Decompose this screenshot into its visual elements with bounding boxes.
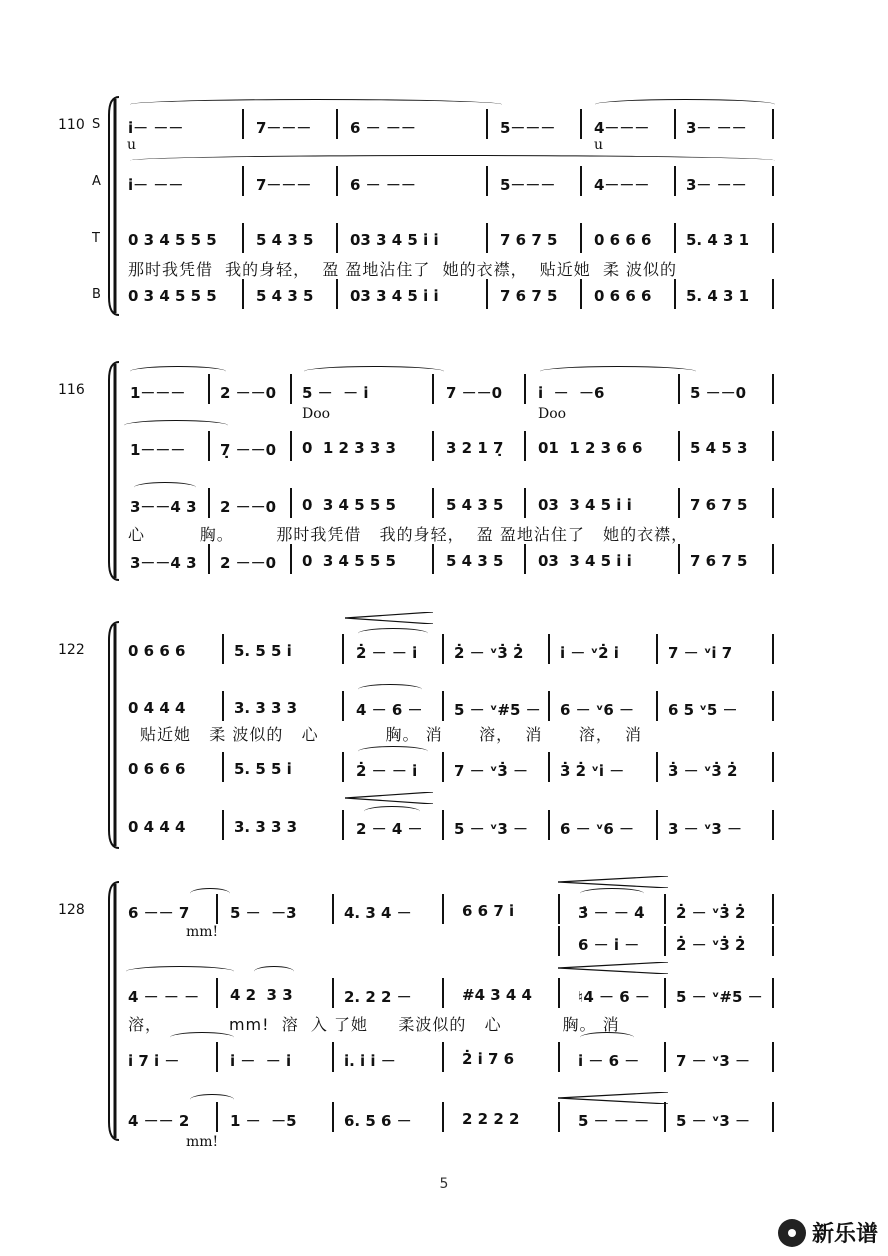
slur (580, 1032, 634, 1043)
staff-row-divisi (124, 934, 776, 960)
barline (664, 978, 666, 1008)
barline (558, 1042, 560, 1072)
barline (216, 1102, 218, 1132)
barline (486, 279, 488, 309)
measure: 5 4 5 3 (690, 439, 748, 457)
measure: 03 3 4 5 i̇ i̇ (350, 231, 439, 249)
staff-row-3 (124, 760, 776, 786)
measure: 0 3 4 5 5 5 (302, 496, 396, 514)
measure: #4 3 4 4 (462, 986, 532, 1004)
measure: 2 － 4 － (356, 820, 423, 838)
system-brace (107, 95, 121, 317)
barline (548, 691, 550, 721)
measure: 5 － － － (578, 1112, 650, 1130)
sub-text: Doo (538, 406, 567, 422)
measure: 5 4 3 5 (446, 552, 504, 570)
barline (216, 1042, 218, 1072)
barline (342, 634, 344, 664)
barline (548, 810, 550, 840)
measure: 7 6 7 5 (690, 552, 748, 570)
barline (432, 431, 434, 461)
measure: 0 6 6 6 (594, 287, 652, 305)
slur (304, 366, 444, 377)
barline (548, 634, 550, 664)
slur (190, 1094, 234, 1105)
lyric-line: 贴近她 柔 波似的 心 胸。 消 溶， 消 溶， 消 (140, 725, 643, 744)
measure: 3̇ － － 4̇ (578, 904, 645, 922)
measure: 3. 3 3 3 (234, 818, 298, 836)
barline (486, 166, 488, 196)
staff-row-3 (124, 496, 776, 522)
barline (772, 978, 774, 1008)
measure: 5 － ᵛ3 － (454, 820, 529, 838)
barline (208, 488, 210, 518)
barline (442, 752, 444, 782)
barline (656, 752, 658, 782)
barline (558, 894, 560, 924)
barline (678, 488, 680, 518)
barline (772, 374, 774, 404)
staff-row-b (124, 287, 776, 313)
measure: 6 － ᵛ6 － (560, 820, 635, 838)
slur (130, 99, 502, 110)
barline (442, 978, 444, 1008)
measure: i̇. i̇ i̇ － (344, 1052, 396, 1070)
barline (772, 810, 774, 840)
barline (580, 279, 582, 309)
barline (442, 634, 444, 664)
barline (290, 544, 292, 574)
barline (524, 544, 526, 574)
barline (336, 223, 338, 253)
barline (674, 166, 676, 196)
barline (580, 223, 582, 253)
measure: 2̇ － ᵛ3̇ 2̇ (676, 936, 746, 954)
system-brace (107, 880, 121, 1142)
measure: 7－－－ (256, 119, 312, 137)
crescendo-hairpin (558, 962, 668, 974)
barline (432, 374, 434, 404)
measure: 03 3 4 5 i̇ i̇ (538, 552, 632, 570)
barline (290, 488, 292, 518)
barline (342, 810, 344, 840)
measure: 2 －－0 (220, 498, 277, 516)
measure: 7 － ᵛ3̇ － (454, 762, 529, 780)
staff-row-2 (124, 439, 776, 465)
barline (772, 752, 774, 782)
staff-row-s (124, 117, 776, 153)
measure: 01 1 2 3 6 6 (538, 439, 643, 457)
barline (432, 488, 434, 518)
barline (332, 894, 334, 924)
measure: 7 － ᵛi̇ 7 (668, 644, 733, 662)
measure: 0 3 4 5 5 5 (302, 552, 396, 570)
measure: i̇－ －－ (128, 176, 184, 194)
barline (242, 223, 244, 253)
measure: 3 － ᵛ3 － (668, 820, 743, 838)
measure: i̇ － 6 － (578, 1052, 640, 1070)
measure: 5. 4 3 1 (686, 231, 750, 249)
crescendo-hairpin (345, 792, 433, 804)
system-brace (107, 620, 121, 850)
measure: 4－－－ (594, 176, 650, 194)
barline (242, 166, 244, 196)
barline (332, 978, 334, 1008)
barline (656, 810, 658, 840)
barline (222, 634, 224, 664)
barline (290, 374, 292, 404)
barline (216, 894, 218, 924)
barline (442, 691, 444, 721)
barline (486, 223, 488, 253)
staff-row-3 (124, 1050, 776, 1076)
slur (126, 966, 234, 977)
measure: 3 2 1 7̣ (446, 439, 504, 457)
measure: 5 － ᵛ#5 － (676, 988, 763, 1006)
barline (208, 374, 210, 404)
measure: 4－－－ (594, 119, 650, 137)
barline (336, 279, 338, 309)
measure: 6 5 ᵛ5 － (668, 701, 738, 719)
measure: 3－ －－ (686, 176, 747, 194)
barline (664, 1042, 666, 1072)
measure: 2 －－0 (220, 384, 277, 402)
barline (678, 431, 680, 461)
measure: 2̇ － － i̇ (356, 762, 418, 780)
measure: 7̣ －－0 (220, 441, 277, 459)
voice-label-s: S (92, 117, 101, 132)
barline (772, 1102, 774, 1132)
barline (772, 544, 774, 574)
barline (332, 1102, 334, 1132)
lyric-line: 溶， mm! 溶 入 了她 柔波似的 心 胸。 消 (128, 1015, 620, 1034)
voice-label-a: A (92, 174, 101, 189)
barline (772, 894, 774, 924)
barline (442, 1042, 444, 1072)
measure: 6 6 7 i̇ (462, 902, 515, 920)
watermark-logo (778, 1217, 878, 1248)
measure: 2. 2 2 － (344, 988, 412, 1006)
barline (442, 894, 444, 924)
barline (664, 894, 666, 924)
measure: i̇ － －6 (538, 384, 605, 402)
measure: 4 － － － (128, 988, 200, 1006)
measure: 4 － 6 － (356, 701, 423, 719)
measure: 6 － ᵛ6 － (560, 701, 635, 719)
measure: 7 －－0 (446, 384, 503, 402)
staff-row-4 (124, 818, 776, 844)
slur (358, 746, 428, 757)
measure: 6 － i̇ － (578, 936, 640, 954)
measure: 1－－－ (130, 441, 186, 459)
measure: 3－ －－ (686, 119, 747, 137)
barline (580, 166, 582, 196)
barline (558, 1102, 560, 1132)
barline (524, 431, 526, 461)
measure: 5. 4 3 1 (686, 287, 750, 305)
measure: 2̇ － － i̇ (356, 644, 418, 662)
measure: i̇－ －－ (128, 119, 184, 137)
measure: 5 4 3 5 (446, 496, 504, 514)
measure: 1 － －5 (230, 1112, 297, 1130)
barline (772, 279, 774, 309)
barline (772, 223, 774, 253)
measure: 5. 5 5 i̇ (234, 642, 292, 660)
measure: 03 3 4 5 i̇ i̇ (350, 287, 439, 305)
barline (772, 926, 774, 956)
slur (595, 99, 775, 110)
measure: 2 －－0 (220, 554, 277, 572)
page-number: 5 (439, 1176, 449, 1192)
barline (664, 926, 666, 956)
measure: 5－－－ (500, 119, 556, 137)
system-brace (107, 360, 121, 582)
barline (772, 488, 774, 518)
voice-label-b: B (92, 287, 101, 302)
sub-text: Doo (302, 406, 331, 422)
barline (772, 431, 774, 461)
measure: 5 － －3 (230, 904, 297, 922)
barline (656, 691, 658, 721)
measure: i̇ － ᵛ2̇ i̇ (560, 644, 619, 662)
slur (364, 806, 420, 817)
barline (332, 1042, 334, 1072)
lyric-line: 那时我凭借 我的身轻， 盈 盈地沾住了 她的衣襟， 贴近她 柔 波似的 (128, 260, 678, 279)
measure-number: 116 (58, 382, 85, 398)
barline (222, 752, 224, 782)
barline (208, 544, 210, 574)
sub-text: mm! (186, 924, 219, 940)
barline (678, 544, 680, 574)
barline (336, 166, 338, 196)
measure: 7 6 7 5 (500, 287, 558, 305)
voice-label-t: T (92, 231, 100, 246)
barline (342, 752, 344, 782)
measure: 3－－4 3 (130, 498, 197, 516)
measure: 5 4 3 5 (256, 287, 314, 305)
measure: 0 6 6 6 (594, 231, 652, 249)
measure: 7 6 7 5 (690, 496, 748, 514)
barline (674, 109, 676, 139)
measure: 4 －－ 2 (128, 1112, 190, 1130)
measure: 2̇ － ᵛ3̇ 2̇ (676, 904, 746, 922)
barline (664, 1102, 666, 1132)
staff-row-4 (124, 1110, 776, 1150)
slur (358, 684, 422, 695)
measure: 7 6 7 5 (500, 231, 558, 249)
barline (678, 374, 680, 404)
measure: 0 6 6 6 (128, 760, 186, 778)
measure: 5 －－0 (690, 384, 747, 402)
barline (674, 279, 676, 309)
measure: 6 － －－ (350, 119, 416, 137)
measure: 2̇ i̇ 7 6 (462, 1050, 515, 1068)
measure: 0 4 4 4 (128, 699, 186, 717)
measure: i̇ － － i̇ (230, 1052, 292, 1070)
slur (170, 1032, 234, 1043)
measure-number: 110 (58, 117, 85, 133)
staff-row-1 (124, 382, 776, 422)
barline (524, 374, 526, 404)
barline (674, 223, 676, 253)
measure: 0 3 4 5 5 5 (128, 231, 217, 249)
barline (772, 1042, 774, 1072)
measure: 7－－－ (256, 176, 312, 194)
barline (442, 1102, 444, 1132)
measure: 0 4 4 4 (128, 818, 186, 836)
staff-row-t (124, 231, 776, 257)
measure: 4. 3 4 － (344, 904, 412, 922)
slur (190, 888, 230, 899)
measure: 5－－－ (500, 176, 556, 194)
measure: 7 － ᵛ3 － (676, 1052, 751, 1070)
watermark-text: 新乐谱 (811, 1222, 878, 1247)
barline (290, 431, 292, 461)
staff-row-4 (124, 552, 776, 578)
measure: i̇ 7 i̇ － (128, 1052, 180, 1070)
measure: 03 3 4 5 i̇ i̇ (538, 496, 632, 514)
barline (772, 691, 774, 721)
measure: 3̇ － ᵛ3̇ 2̇ (668, 762, 738, 780)
slur (134, 482, 196, 493)
barline (242, 109, 244, 139)
slur (124, 420, 228, 431)
measure: 1－－－ (130, 384, 186, 402)
measure: 5 － ᵛ#5 － (454, 701, 541, 719)
staff-row-2 (124, 986, 776, 1012)
barline (558, 926, 560, 956)
measure: 2̇ － ᵛ3̇ 2̇ (454, 644, 524, 662)
measure-number: 128 (58, 902, 85, 918)
measure: ♮4 － 6 － (578, 988, 650, 1006)
measure: 3̇ 2̇ ᵛi̇ － (560, 762, 625, 780)
staff-row-1 (124, 642, 776, 668)
barline (580, 109, 582, 139)
slur (358, 628, 428, 639)
barline (216, 978, 218, 1008)
barline (432, 544, 434, 574)
measure: 3－－4 3 (130, 554, 197, 572)
measure: 5. 5 5 i̇ (234, 760, 292, 778)
barline (772, 634, 774, 664)
measure: 6. 5 6 － (344, 1112, 412, 1130)
slur (254, 966, 294, 977)
measure: 2 2 2 2 (462, 1110, 520, 1128)
crescendo-hairpin (558, 1092, 668, 1104)
slur (130, 366, 226, 377)
measure: 5 4 3 5 (256, 231, 314, 249)
sub-text: mm! (186, 1134, 219, 1150)
barline (442, 810, 444, 840)
measure: 0 3 4 5 5 5 (128, 287, 217, 305)
barline (222, 810, 224, 840)
barline (772, 109, 774, 139)
measure: 6 － －－ (350, 176, 416, 194)
barline (336, 109, 338, 139)
sub-text: u (594, 137, 604, 153)
crescendo-hairpin (558, 876, 668, 888)
measure: 5 － ᵛ3 － (676, 1112, 751, 1130)
measure: 0 6 6 6 (128, 642, 186, 660)
staff-row-a (124, 174, 776, 200)
barline (208, 431, 210, 461)
barline (524, 488, 526, 518)
staff-row-1 (124, 902, 776, 940)
slur (580, 888, 644, 899)
barline (486, 109, 488, 139)
barline (548, 752, 550, 782)
disc-icon (778, 1219, 806, 1247)
measure: 6 －－ 7 (128, 904, 190, 922)
measure: 3. 3 3 3 (234, 699, 298, 717)
sub-text: u (127, 137, 137, 153)
measure: 4 2 3 3 (230, 986, 293, 1004)
barline (242, 279, 244, 309)
lyric-line: 心 胸。 那时我凭借 我的身轻， 盈 盈地沾住了 她的衣襟， (128, 525, 689, 544)
barline (656, 634, 658, 664)
measure: 0 1 2 3 3 3 (302, 439, 396, 457)
crescendo-hairpin (345, 612, 433, 624)
barline (558, 978, 560, 1008)
barline (772, 166, 774, 196)
barline (342, 691, 344, 721)
barline (222, 691, 224, 721)
slur (130, 155, 775, 166)
slur (540, 366, 696, 377)
measure: 5 － － i̇ (302, 384, 369, 402)
measure-number: 122 (58, 642, 85, 658)
